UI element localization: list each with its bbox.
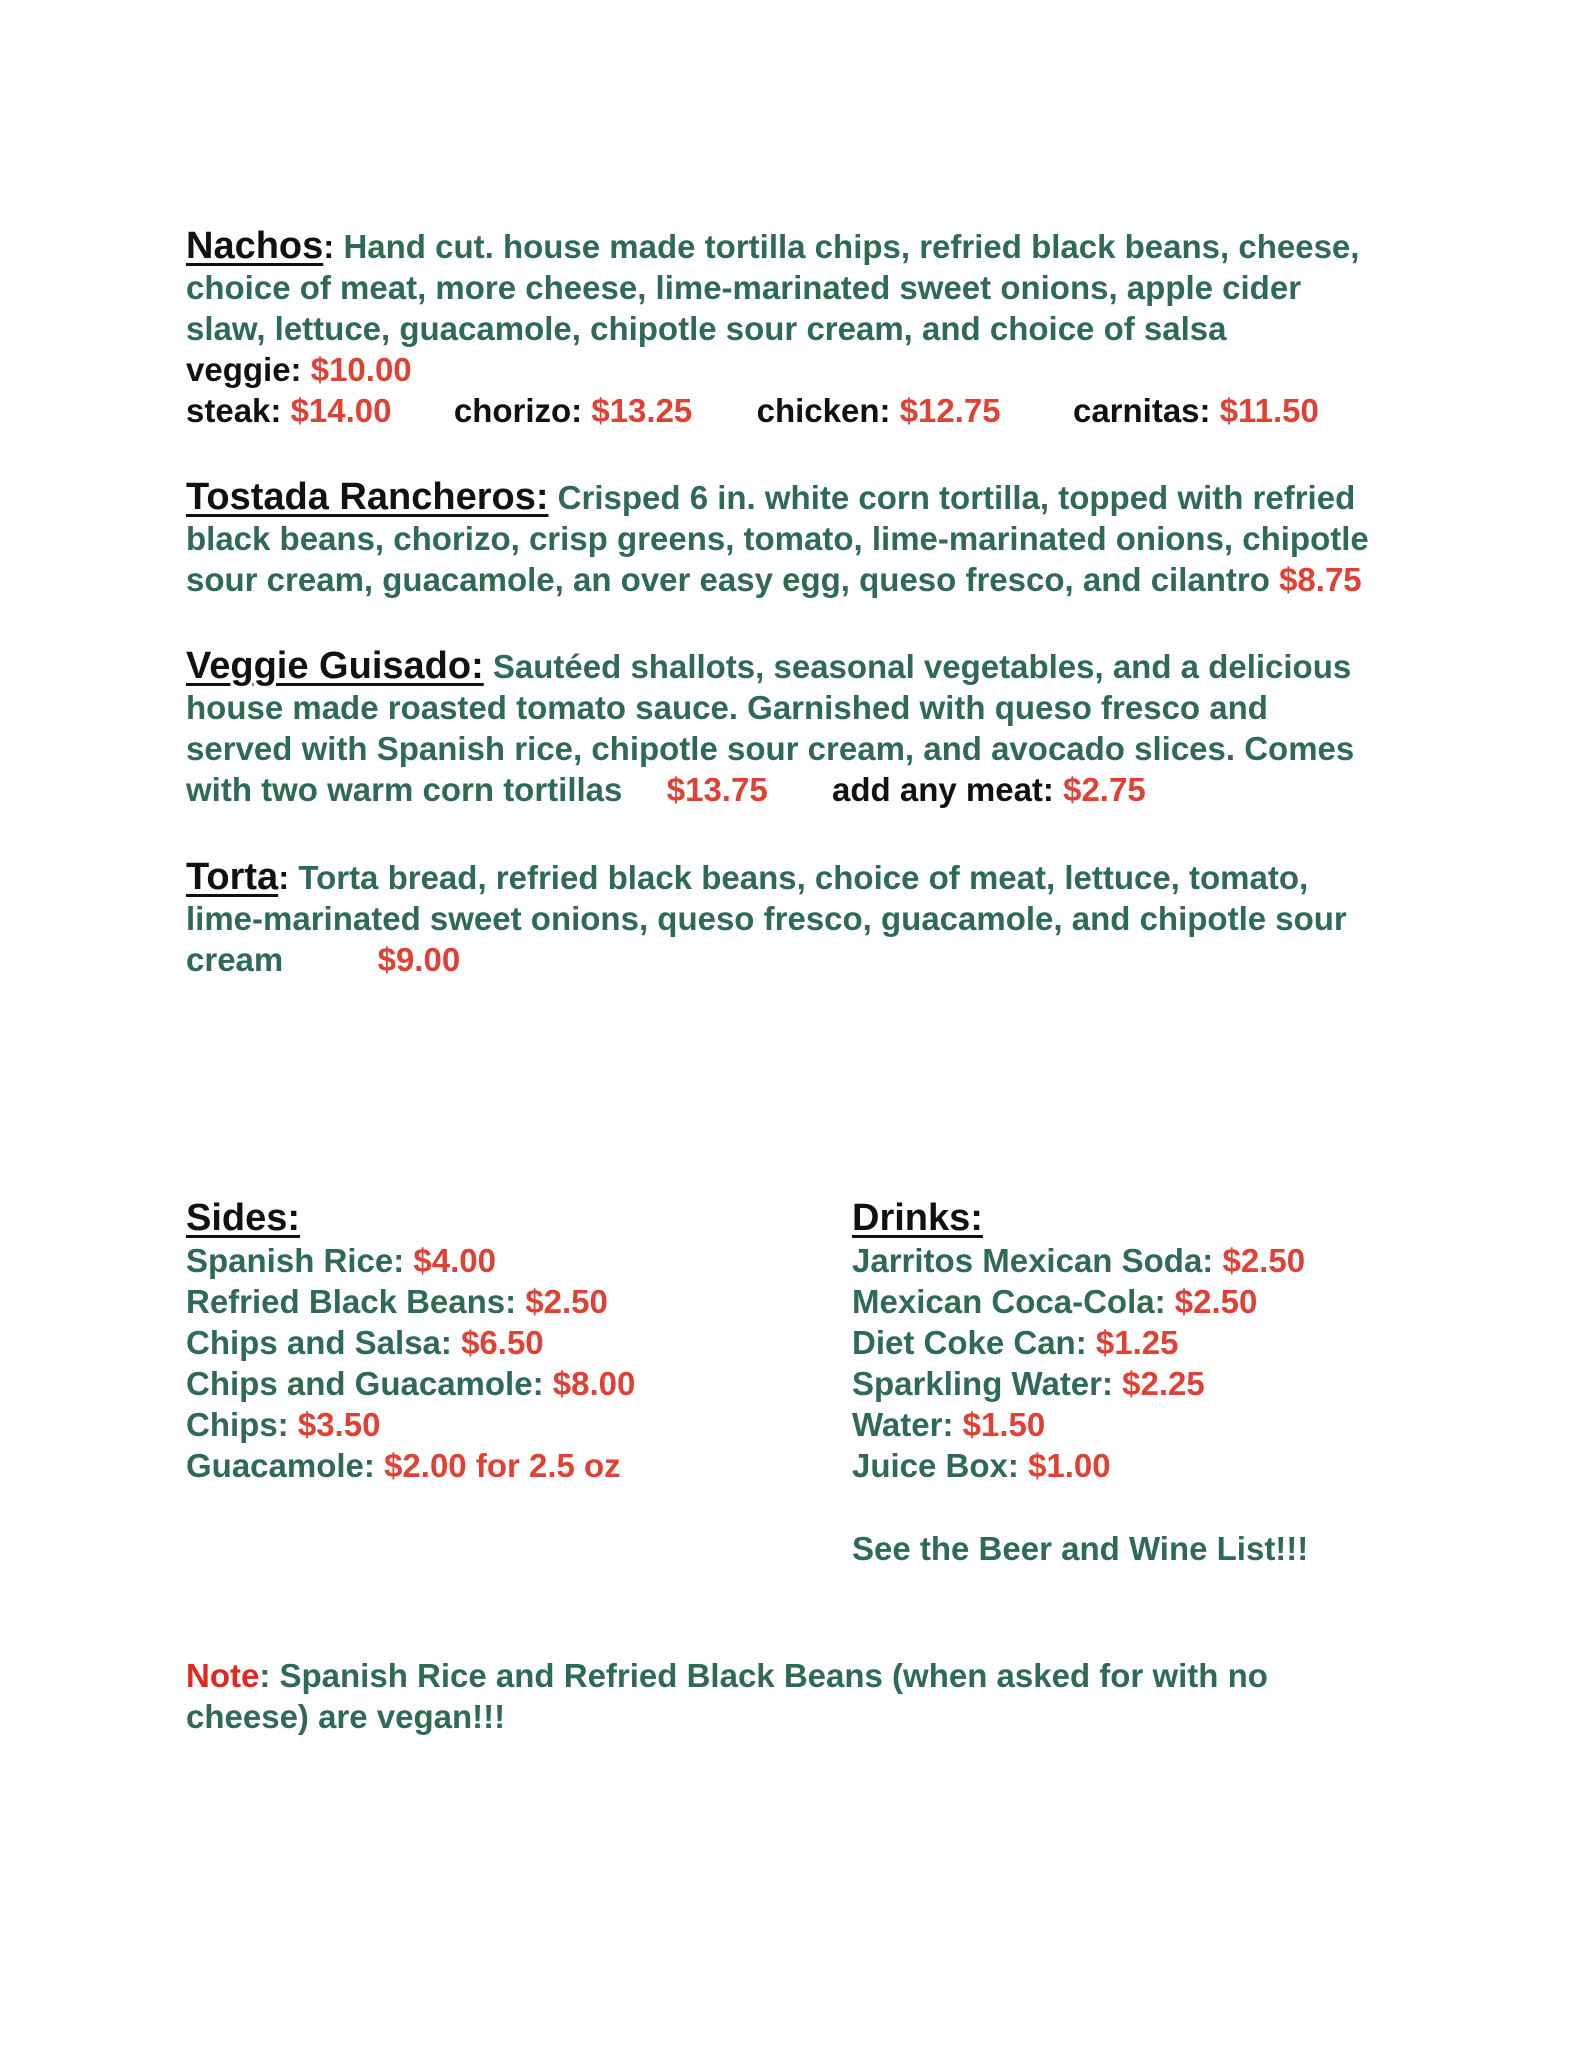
nachos-title: Nachos — [186, 225, 324, 267]
nachos-section — [186, 226, 1446, 431]
nachos-option-label: steak: — [186, 392, 282, 429]
side-item-price: $2.00 for 2.5 oz — [384, 1447, 621, 1484]
drink-item — [852, 1445, 1308, 1486]
nachos-option-price: $14.00 — [290, 392, 392, 429]
side-item — [186, 1404, 635, 1445]
side-item-label: Chips and Guacamole: — [186, 1365, 544, 1402]
drink-item-label: Diet Coke Can: — [852, 1324, 1087, 1361]
drinks-section — [852, 1196, 1308, 1569]
nachos-option-row — [186, 349, 1446, 390]
drink-item-label: Juice Box: — [852, 1447, 1019, 1484]
drink-item — [852, 1281, 1308, 1322]
guisado-description-line: house made roasted tomato sauce. Garnished with queso fresco and — [186, 689, 1268, 726]
guisado-description-line: Sautéed shallots, seasonal vegetables, and a delicious — [492, 648, 1352, 685]
side-item — [186, 1363, 635, 1404]
guisado-description-line: with two warm corn tortillas — [186, 771, 623, 808]
tostada-description-line: sour cream, guacamole, an over easy egg, queso fresco, and cilantro — [186, 561, 1270, 598]
drink-item-price: $1.50 — [962, 1406, 1046, 1443]
tostada-price: $8.75 — [1279, 561, 1362, 598]
nachos-description-line: choice of meat, more cheese, lime-marinated sweet onions, apple cider — [186, 269, 1302, 306]
nachos-option-label: chicken: — [756, 392, 891, 429]
note-text-line: cheese) are vegan!!! — [186, 1698, 506, 1735]
drink-item-label: Sparkling Water: — [852, 1365, 1113, 1402]
nachos-option-price: $10.00 — [310, 351, 412, 388]
drink-item-price: $2.50 — [1174, 1283, 1258, 1320]
drink-item — [852, 1240, 1308, 1281]
nachos-option-row — [186, 390, 1446, 431]
side-item-label: Chips and Salsa: — [186, 1324, 452, 1361]
side-item-label: Chips: — [186, 1406, 289, 1443]
torta-title: Torta — [186, 856, 279, 898]
drink-item-label: Jarritos Mexican Soda: — [852, 1242, 1214, 1279]
side-item-price: $8.00 — [552, 1365, 636, 1402]
guisado-title: Veggie Guisado: — [186, 645, 484, 687]
side-item — [186, 1445, 635, 1486]
torta-title-colon: : — [278, 859, 290, 896]
tostada-description-line: black beans, chorizo, crisp greens, tomato, lime-marinated onions, chipotle — [186, 520, 1369, 557]
drink-item-price: $2.25 — [1122, 1365, 1205, 1402]
torta-description-line: cream — [186, 941, 284, 978]
drink-item-price: $1.25 — [1095, 1324, 1179, 1361]
nachos-option-price: $12.75 — [899, 392, 1001, 429]
guisado-description-line: served with Spanish rice, chipotle sour cream, and avocado slices. Comes — [186, 730, 1355, 767]
tostada-title: Tostada Rancheros: — [186, 476, 549, 518]
tostada-description-line: Crisped 6 in. white corn tortilla, topped with refried — [557, 479, 1356, 516]
guisado-addon-price: $2.75 — [1063, 771, 1146, 808]
drink-item — [852, 1363, 1308, 1404]
guisado-section — [186, 646, 1446, 810]
nachos-title-colon: : — [323, 228, 335, 265]
note-label: Note — [186, 1657, 260, 1694]
side-item-label: Guacamole: — [186, 1447, 375, 1484]
drink-item — [852, 1404, 1308, 1445]
note-text-line: : Spanish Rice and Refried Black Beans (when asked for with no — [259, 1657, 1268, 1694]
torta-description-line: lime-marinated sweet onions, queso fresco, guacamole, and chipotle sour — [186, 900, 1347, 937]
drink-item-price: $1.00 — [1028, 1447, 1111, 1484]
side-item-price: $4.00 — [413, 1242, 496, 1279]
nachos-option-label: carnitas: — [1072, 392, 1211, 429]
side-item-price: $6.50 — [461, 1324, 544, 1361]
drinks-title: Drinks: — [852, 1197, 983, 1239]
nachos-option-price: $13.25 — [591, 392, 693, 429]
side-item-label: Refried Black Beans: — [186, 1283, 517, 1320]
torta-price: $9.00 — [377, 941, 461, 978]
torta-section — [186, 857, 1446, 980]
drink-item-label: Water: — [852, 1406, 954, 1443]
drink-item-label: Mexican Coca-Cola: — [852, 1283, 1166, 1320]
nachos-option-label: veggie: — [186, 351, 302, 388]
tostada-section — [186, 477, 1446, 600]
side-item-price: $3.50 — [297, 1406, 381, 1443]
side-item — [186, 1240, 635, 1281]
side-item-price: $2.50 — [525, 1283, 608, 1320]
side-item — [186, 1281, 635, 1322]
guisado-price: $13.75 — [666, 771, 768, 808]
sides-section — [186, 1196, 635, 1486]
sides-title: Sides: — [186, 1197, 301, 1239]
nachos-option-price: $11.50 — [1219, 392, 1319, 429]
guisado-addon-label: add any meat: — [832, 771, 1054, 808]
side-item — [186, 1322, 635, 1363]
vegan-note — [186, 1655, 1446, 1737]
beer-wine-note: See the Beer and Wine List!!! — [852, 1530, 1309, 1567]
nachos-option-label: chorizo: — [453, 392, 583, 429]
drink-item — [852, 1322, 1308, 1363]
nachos-description-line: slaw, lettuce, guacamole, chipotle sour cream, and choice of salsa — [186, 310, 1227, 347]
nachos-description-line: Hand cut. house made tortilla chips, refried black beans, cheese, — [343, 228, 1360, 265]
side-item-label: Spanish Rice: — [186, 1242, 405, 1279]
torta-description-line: Torta bread, refried black beans, choice of meat, lettuce, tomato, — [298, 859, 1309, 896]
drink-item-price: $2.50 — [1222, 1242, 1306, 1279]
